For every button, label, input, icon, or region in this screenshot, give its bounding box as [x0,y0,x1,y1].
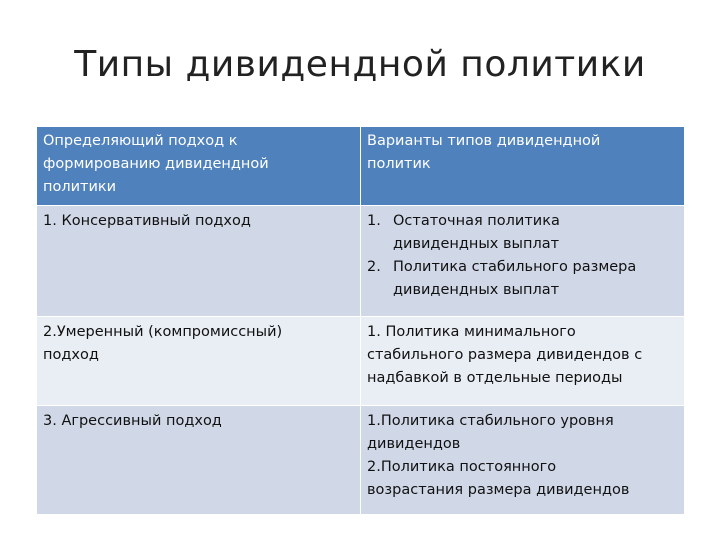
variants-line: дивидендов [367,436,461,452]
header-variants-line: политик [367,156,431,172]
item-number: 2. [367,259,381,275]
approach-cell [37,406,361,515]
approach-cell [37,206,361,317]
table-row [37,206,685,317]
dividend-policy-table [36,126,685,515]
item-line: дивидендных выплат [393,282,560,298]
table-row [37,317,685,406]
variants-cell [361,406,685,515]
item-line: Политика стабильного размера [393,259,637,275]
header-approach-line: формированию дивидендной [43,156,269,172]
variants-line: стабильного размера дивидендов с [367,347,643,363]
numbered-item [367,210,678,256]
approach-line: 1. Консервативный подход [43,213,251,229]
variants-line: возрастания размера дивидендов [367,482,630,498]
numbered-item [367,256,678,302]
table-header-row [37,127,685,206]
variants-line: надбавкой в отдельные периоды [367,370,623,386]
approach-line: 2.Умеренный (компромиссный) [43,324,283,340]
variants-line: 2.Политика постоянного [367,459,557,475]
item-line: дивидендных выплат [393,236,560,252]
approach-line: подход [43,347,99,363]
variants-line: 1. Политика минимального [367,324,576,340]
variants-cell [361,317,685,406]
slide-title: Типы дивидендной политики [74,44,646,85]
approach-cell [37,317,361,406]
item-number: 1. [367,213,381,229]
variants-cell [361,206,685,317]
header-variants-line: Варианты типов дивидендной [367,133,601,149]
header-approach-line: политики [43,179,117,195]
item-line: Остаточная политика [393,213,560,229]
approach-line: 3. Агрессивный подход [43,413,222,429]
header-variants [361,127,685,206]
table-row [37,406,685,515]
variants-line: 1.Политика стабильного уровня [367,413,614,429]
header-approach-line: Определяющий подход к [43,133,238,149]
header-approach [37,127,361,206]
